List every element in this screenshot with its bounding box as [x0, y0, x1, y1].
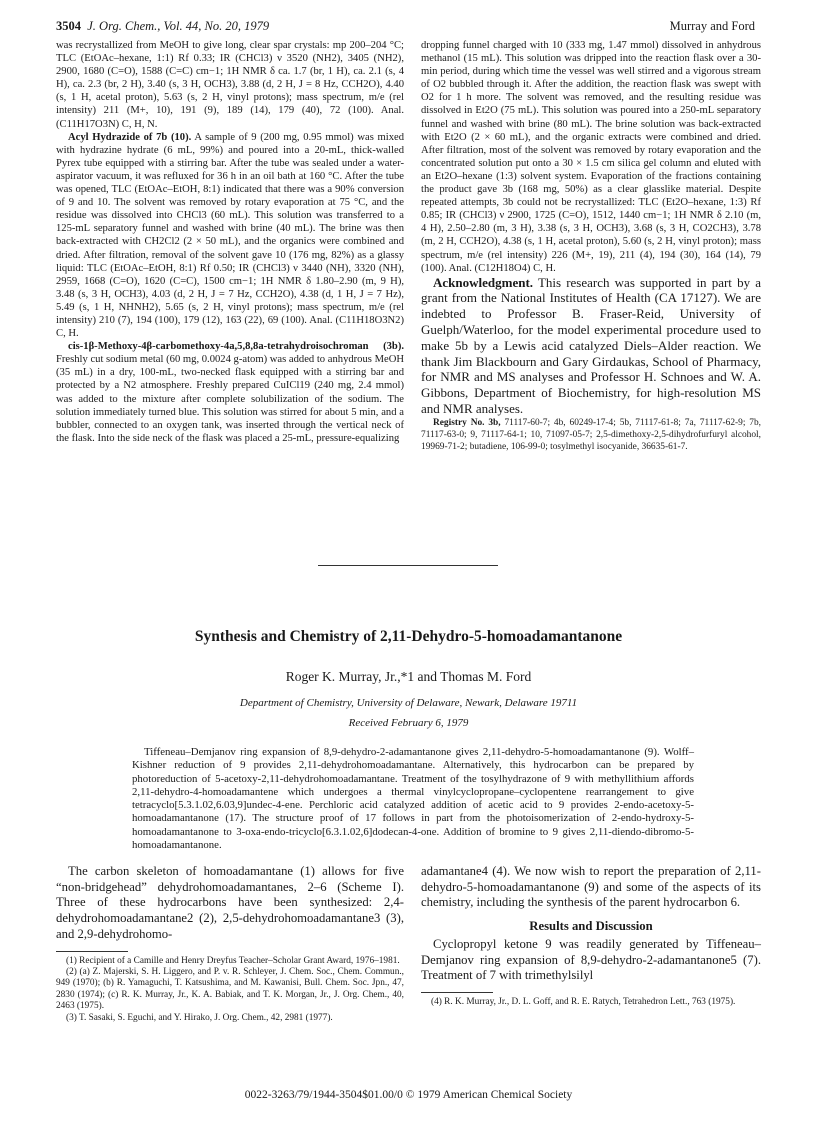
top-left-column — [56, 39, 404, 445]
footnotes — [421, 997, 761, 1008]
body-left-column — [56, 864, 404, 1024]
paragraph: Cyclopropyl ketone 9 was readily generated by Tiffeneau–Demjanov ring expansion of 8,9-dehydro-2-adamantanone5 (7). Treatment of 7 with trimethylsilyl — [421, 936, 761, 983]
footnote-rule — [56, 951, 128, 952]
registry-numbers: Registry No. 3b, 71117-60-7; 4b, 60249-17-4; 5b, 71117-61-8; 7a, 71117-62-9; 7b, 71117-63-0; 9, 71117-64-1; 10, 71097-05-7; 2,5-dimethoxy-2,5-dihydrofurfuryl alcohol, 19969-71-2; butadiene, 106-99-0; tosylmethyl isocyanide, 36635-61-7. — [421, 417, 762, 452]
subheading: cis-1β-Methoxy-4β-carbomethoxy-4a,5,8,8a-tetrahydroisochroman (3b). — [68, 341, 404, 353]
top-right-column — [421, 39, 761, 453]
subheading: Acyl Hydrazide of 7b (10). — [68, 131, 192, 143]
acknowledgment: Acknowledgment. This research was supported in part by a grant from the National Institutes of Health (CA 17127). We are indebted to Professor B. Fraser-Reid, University of Guelph/Waterloo, for the model experimental procedure used to make 5b by a Lewis acid catalyzed Diels–Alder reaction. We thank Jim Blackbourn and Gary Girdaukas, School of Pharmacy, for NMR and MS analyses and Professor H. Schnoes and W. A. Gibbons, Department of Biochemistry, for high-resolution MS and NMR analyses. — [421, 274, 761, 417]
page-header-left — [56, 19, 269, 34]
section-divider — [318, 565, 498, 566]
paragraph: dropping funnel charged with 10 (333 mg, 1.47 mmol) dissolved in anhydrous methanol (15 mL). This solution was dripped into the reaction flask over a 30-min period, during which time the vessel was well stirred and a vigorous stream of O2 bubbled through it. After the addition, the reaction flask was swept with O2 for 1 h more. The solvent was removed, and the resulting residue was dissolved in Et2O (75 mL). This solution was poured into a 250-mL separatory funnel and washed with brine (80 mL). The brine solution was back-extracted with Et2O (2 × 60 mL), and the organic extracts were combined and dried. After filtration, most of the solvent was removed by rotary evaporation and the concentrated solution put onto a 30 × 1.5 cm silica gel column and eluted with an Et2O–hexane (1:3) solvent system. Evaporation of the fractions containing the product gave 3b (168 mg, 50%) as a clear glasslike material. Despite repeated attempts, 3b could not be recrystallized: TLC (Et2O–hexane, 1:3) Rf 0.85; IR (CHCl3) ν 2900, 1725 (C=O), 1512, 1440 cm−1; 1H NMR δ 2.10 (m, 4 H), 2.50–2.80 (m, 3 H), 3.38 (s, 3 H, OCH3), 3.68 (s, 3 H, CO2CH3), 3.78 (m, 2 H, CCH2O), 4.38 (s, 1 H, acetal proton), 5.60 (s, 2 H, vinyl proton); mass spectrum, m/e (rel intensity) 226 (M+, 19), 211 (4), 194 (30), 164 (14), 79 (100). Anal. (C12H18O4) C, H. — [421, 40, 761, 274]
received-date: Received February 6, 1979 — [348, 717, 469, 729]
journal-citation: J. Org. Chem., Vol. 44, No. 20, 1979 — [87, 19, 270, 33]
affiliation: Department of Chemistry, University of Delaware, Newark, Delaware 19711 — [239, 697, 578, 709]
footnotes — [56, 956, 404, 1024]
footnote: (4) R. K. Murray, Jr., D. L. Goff, and R. E. Ratych, Tetrahedron Lett., 763 (1975). — [431, 996, 736, 1007]
paragraph: The carbon skeleton of homoadamantane (1) allows for five “non-bridgehead” dehydrohomoadamantanes, 2–6 (Scheme I). Three of these hydrocarbons have been synthesized: 2,4-dehydrohomoadamantane2 (2), 2,5-dehydrohomoadamantane3 (3), and 2,9-dehydrohomo- — [56, 864, 404, 941]
article-authors: Roger K. Murray, Jr.,*1 and Thomas M. Ford — [285, 669, 532, 684]
abstract: Tiffeneau–Demjanov ring expansion of 8,9-dehydro-2-adamantanone gives 2,11-dehydro-5-homoadamantanone (9). Wolff–Kishner reduction of 9 provides 2,11-dehydrohomoadamantane. Alternatively, this hydrocarbon can be prepared by photoreduction of 5-acetoxy-2,11-dehydrohomoadamantane. Treatment of the tosylhydrazone of 9 with methyllithium affords 2,11-dehydro-4-homoadamantene which undergoes a thermal vinylcyclopropane–cyclopentene rearrangement to give tetracyclo[5.3.1.02,6.03,9]undec-4-ene. Perchloric acid catalyzed addition of acetic acid to 9 provides 2-endo-acetoxy-5-homoadamantanone (17). The structure proof of 17 follows in part from the photoisomerization of 2-endo-hydroxy-5-homoadamantanone to 3-oxa-endo-tricyclo[6.3.1.02,6]dodecan-4-one. Addition of bromine to 9 gives 2,11-diendo-dibromo-5-homoadamantanone. — [132, 746, 694, 852]
article-title: Synthesis and Chemistry of 2,11-Dehydro-5-homoadamantanone — [194, 628, 623, 645]
page-number: 3504 — [56, 19, 81, 33]
footnote: (2) (a) Z. Majerski, S. H. Liggero, and P. v. R. Schleyer, J. Chem. Soc., Chem. Commun., 949 (1970); (b) R. Yamaguchi, T. Katsushima, and M. Kawanisi, Bull. Chem. Soc. Jpn., 47, 2830 (1974); (c) R. K. Murray, Jr., K. A. Babiak, and T. K. Morgan, Jr., J. Org. Chem., 40, 2463 (1975). — [56, 966, 404, 1012]
paragraph: adamantane4 (4). We now wish to report the preparation of 2,11-dehydro-5-homoadamantanone (9) and some of the aspects of its chemistry, including the synthesis of the parent hydrocarbon 6. — [421, 864, 761, 910]
running-head: Murray and Ford — [669, 19, 755, 33]
footnote: (3) T. Sasaki, S. Eguchi, and Y. Hirako, J. Org. Chem., 42, 2981 (1977). — [66, 1012, 333, 1023]
paragraph: Acyl Hydrazide of 7b (10). A sample of 9 (200 mg, 0.95 mmol) was mixed with hydrazine hydrate (6 mL, 99%) and poured into a 20-mL, thick-walled Pyrex tube equipped with a stirring bar. After the tube was sealed under a water-aspirator vacuum, it was refluxed for 36 h in an oil bath at 160 °C. After the tube was opened, TLC (EtOAc–EtOH, 8:1) indicated that there was a 90% conversion of 9 and 10. The solvent was removed by rotary evaporation at 75 °C, and the residue was dissolved into CHCl3 (60 mL). This solution was transferred to a 125-mL separatory funnel and washed with brine (40 mL). The brine was then back-extracted with CH2Cl2 (2 × 50 mL), and the organics were combined and dried. After filtration, removal of the solvent gave 10 (176 mg, 82%) as a glassy liquid: TLC (EtOAc–EtOH, 8:1) Rf 0.50; IR (CHCl3) ν 3440 (NH), 3320 (NH), 2959, 1668 (C=O), 1620 (C=C), 1500 cm−1; 1H NMR δ 1.80–2.90 (m, 9 H), 3.48 (s, 3 H, OCH3), 4.03 (d, 2 H, J = 7 Hz, CCH2O), 4.38 (d, 1 H, J = 7 Hz), 5.49 (s, 1 H, NHNH2), 5.65 (s, 2 H, vinyl protons); mass spectrum, m/e (rel intensity) 210 (7), 194 (100), 179 (12), 163 (22), 69 (100). Anal. (C11H18O3N2) C, H. — [56, 131, 404, 340]
footnote: (1) Recipient of a Camille and Henry Dreyfus Teacher–Scholar Grant Award, 1976–1981. — [66, 955, 400, 966]
paragraph: cis-1β-Methoxy-4β-carbomethoxy-4a,5,8,8a-tetrahydroisochroman (3b). Freshly cut sodium metal (60 mg, 0.0024 g-atom) was added to anhydrous MeOH (35 mL) in a dry, 100-mL, two-necked flask equipped with a stirring bar and protected by a N2 atmosphere. Freshly prepared CuICl19 (240 mg, 2.4 mmol) was added to the mixture after complete solubilization of the sodium. The solution immediately turned blue. This solution was stirred for about 5 min, and a bubbler, connected to an oxygen tank, was inserted through the vertical neck of the flask. Into the side neck of the flask was placed a 25-mL, pressure-equalizing — [56, 341, 404, 444]
paragraph: was recrystallized from MeOH to give long, clear spar crystals: mp 200–204 °C; TLC (EtOAc–hexane, 1:1) Rf 0.33; IR (CHCl3) ν 3520 (NH2), 3405 (NH2), 2900, 1680 (C=O), 1588 (C=C) cm−1; 1H NMR δ ca. 1.7 (br, 1 H), ca. 2.1 (s, 4 H), ca. 2.3 (br, 2 H), 3.40 (s, 3 H, OCH3), 3.88 (d, 2 H, J = 8 Hz, CCH2O), 4.40 (s, 1 H, acetal proton), 5.63 (s, 2 H, vinyl protons); mass spectrum, m/e (rel intensity) 211 (M+, 10), 191 (9), 189 (14), 179 (40), 72 (100). Anal. (C11H17O3N) C, H, N. — [56, 40, 404, 130]
page-footer: 0022-3263/79/1944-3504$01.00/0 © 1979 American Chemical Society — [244, 1089, 573, 1101]
section-heading: Results and Discussion — [529, 919, 653, 934]
body-right-column — [421, 864, 761, 1008]
footnote-rule — [421, 992, 493, 993]
